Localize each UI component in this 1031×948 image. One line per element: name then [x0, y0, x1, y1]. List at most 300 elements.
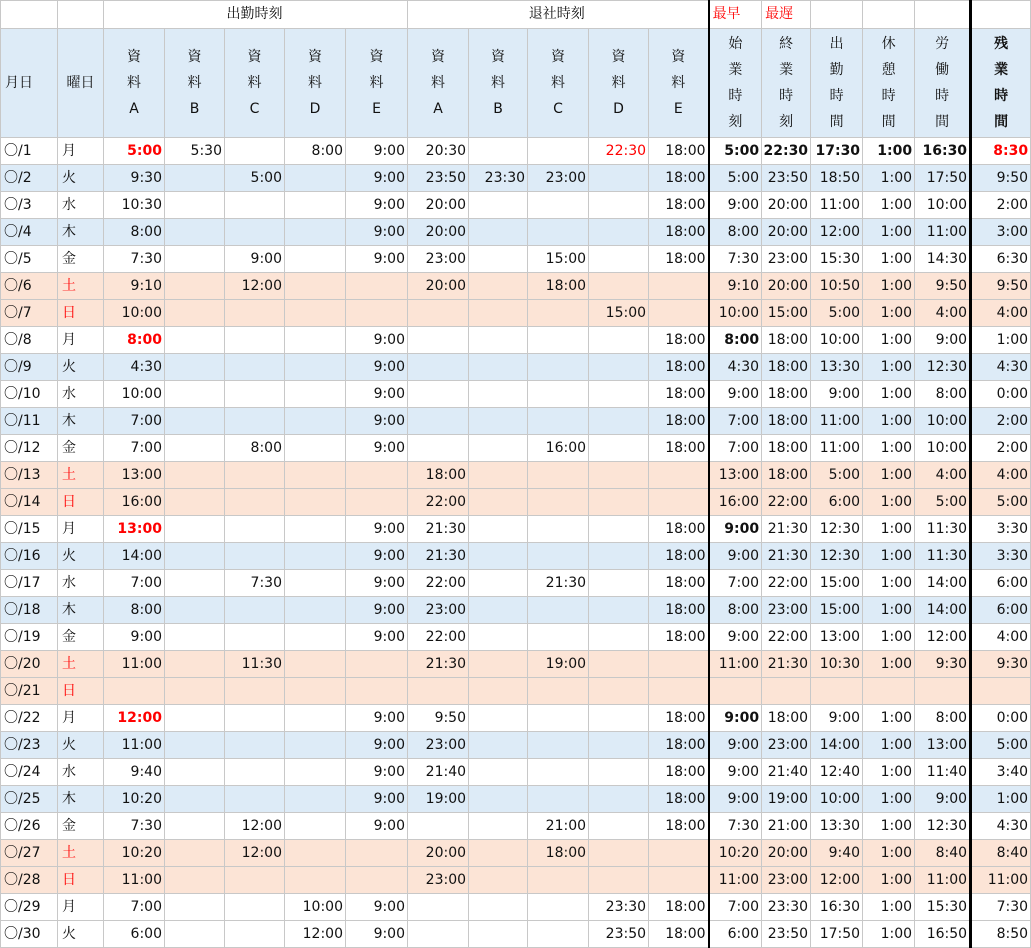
- time-cell[interactable]: 12:30: [811, 516, 863, 543]
- header-col-7[interactable]: [528, 29, 589, 138]
- time-cell[interactable]: [408, 354, 469, 381]
- time-cell[interactable]: [165, 354, 225, 381]
- time-cell[interactable]: [285, 381, 346, 408]
- time-cell[interactable]: 20:30: [408, 138, 469, 165]
- time-cell[interactable]: 12:30: [811, 543, 863, 570]
- time-cell[interactable]: [528, 192, 589, 219]
- time-cell[interactable]: [225, 300, 285, 327]
- time-cell[interactable]: [528, 705, 589, 732]
- time-cell[interactable]: [408, 813, 469, 840]
- time-cell[interactable]: 8:00: [915, 705, 971, 732]
- time-cell[interactable]: [528, 138, 589, 165]
- header-col-1[interactable]: [165, 29, 225, 138]
- time-cell[interactable]: 18:00: [762, 381, 811, 408]
- time-cell[interactable]: 12:00: [915, 624, 971, 651]
- time-cell[interactable]: [225, 543, 285, 570]
- time-cell[interactable]: [408, 300, 469, 327]
- time-cell[interactable]: [285, 192, 346, 219]
- time-cell[interactable]: 9:00: [346, 786, 408, 813]
- header-date[interactable]: 月日: [1, 29, 58, 138]
- time-cell[interactable]: 1:00: [863, 300, 915, 327]
- time-cell[interactable]: [225, 705, 285, 732]
- time-cell[interactable]: 18:00: [649, 327, 709, 354]
- time-cell[interactable]: [589, 273, 649, 300]
- time-cell[interactable]: 16:00: [709, 489, 762, 516]
- time-cell[interactable]: [915, 678, 971, 705]
- time-cell[interactable]: 13:00: [104, 462, 165, 489]
- time-cell[interactable]: 23:00: [408, 867, 469, 894]
- time-cell[interactable]: 12:00: [225, 840, 285, 867]
- time-cell[interactable]: 9:00: [346, 354, 408, 381]
- date-cell[interactable]: 〇/14: [1, 489, 58, 516]
- date-cell[interactable]: 〇/16: [1, 543, 58, 570]
- time-cell[interactable]: 12:40: [811, 759, 863, 786]
- time-cell[interactable]: [165, 597, 225, 624]
- time-cell[interactable]: [225, 354, 285, 381]
- time-cell[interactable]: [285, 759, 346, 786]
- time-cell[interactable]: 9:00: [346, 408, 408, 435]
- time-cell[interactable]: 21:00: [762, 813, 811, 840]
- time-cell[interactable]: 9:00: [709, 381, 762, 408]
- time-cell[interactable]: 9:00: [346, 219, 408, 246]
- time-cell[interactable]: [408, 408, 469, 435]
- weekday-cell[interactable]: 月: [58, 894, 104, 921]
- time-cell[interactable]: 7:30: [709, 246, 762, 273]
- header-col-14[interactable]: [915, 29, 971, 138]
- time-cell[interactable]: [469, 840, 528, 867]
- time-cell[interactable]: [165, 219, 225, 246]
- time-cell[interactable]: 20:00: [408, 840, 469, 867]
- time-cell[interactable]: 1:00: [863, 867, 915, 894]
- time-cell[interactable]: 17:50: [811, 921, 863, 948]
- time-cell[interactable]: 17:50: [915, 165, 971, 192]
- time-cell[interactable]: 18:00: [762, 435, 811, 462]
- time-cell[interactable]: [285, 840, 346, 867]
- time-cell[interactable]: 6:00: [971, 570, 1031, 597]
- time-cell[interactable]: [225, 894, 285, 921]
- time-cell[interactable]: 4:30: [709, 354, 762, 381]
- weekday-cell[interactable]: 火: [58, 543, 104, 570]
- time-cell[interactable]: 18:00: [649, 786, 709, 813]
- time-cell[interactable]: 5:00: [811, 462, 863, 489]
- time-cell[interactable]: 18:50: [811, 165, 863, 192]
- cell[interactable]: [1, 1, 58, 29]
- time-cell[interactable]: [469, 705, 528, 732]
- time-cell[interactable]: [469, 597, 528, 624]
- time-cell[interactable]: 9:40: [104, 759, 165, 786]
- time-cell[interactable]: 11:00: [811, 435, 863, 462]
- time-cell[interactable]: [346, 462, 408, 489]
- time-cell[interactable]: 11:00: [104, 867, 165, 894]
- time-cell[interactable]: 23:50: [589, 921, 649, 948]
- time-cell[interactable]: 12:00: [225, 813, 285, 840]
- label-earliest[interactable]: 最早: [709, 1, 762, 29]
- time-cell[interactable]: 15:30: [811, 246, 863, 273]
- time-cell[interactable]: [971, 678, 1031, 705]
- date-cell[interactable]: 〇/12: [1, 435, 58, 462]
- time-cell[interactable]: 5:00: [971, 489, 1031, 516]
- time-cell[interactable]: 10:00: [104, 300, 165, 327]
- time-cell[interactable]: 6:00: [104, 921, 165, 948]
- time-cell[interactable]: [589, 489, 649, 516]
- weekday-cell[interactable]: 月: [58, 516, 104, 543]
- time-cell[interactable]: 14:00: [915, 570, 971, 597]
- time-cell[interactable]: [589, 165, 649, 192]
- time-cell[interactable]: [165, 516, 225, 543]
- time-cell[interactable]: 15:30: [915, 894, 971, 921]
- time-cell[interactable]: 4:00: [971, 462, 1031, 489]
- time-cell[interactable]: [285, 489, 346, 516]
- time-cell[interactable]: 11:00: [811, 408, 863, 435]
- time-cell[interactable]: [589, 570, 649, 597]
- time-cell[interactable]: 8:00: [709, 327, 762, 354]
- header-col-8[interactable]: [589, 29, 649, 138]
- time-cell[interactable]: [528, 516, 589, 543]
- time-cell[interactable]: 11:30: [225, 651, 285, 678]
- time-cell[interactable]: 2:00: [971, 435, 1031, 462]
- time-cell[interactable]: [469, 381, 528, 408]
- time-cell[interactable]: 23:00: [762, 597, 811, 624]
- time-cell[interactable]: [225, 516, 285, 543]
- time-cell[interactable]: [528, 786, 589, 813]
- date-cell[interactable]: 〇/29: [1, 894, 58, 921]
- time-cell[interactable]: 8:00: [104, 327, 165, 354]
- time-cell[interactable]: 1:00: [863, 138, 915, 165]
- time-cell[interactable]: [589, 786, 649, 813]
- time-cell[interactable]: 9:00: [915, 786, 971, 813]
- time-cell[interactable]: [285, 786, 346, 813]
- time-cell[interactable]: 22:30: [762, 138, 811, 165]
- time-cell[interactable]: 9:00: [709, 732, 762, 759]
- time-cell[interactable]: [469, 327, 528, 354]
- date-cell[interactable]: 〇/22: [1, 705, 58, 732]
- time-cell[interactable]: 21:40: [762, 759, 811, 786]
- time-cell[interactable]: 1:00: [863, 435, 915, 462]
- time-cell[interactable]: 23:50: [762, 921, 811, 948]
- time-cell[interactable]: [649, 489, 709, 516]
- time-cell[interactable]: 9:00: [346, 327, 408, 354]
- time-cell[interactable]: 1:00: [863, 273, 915, 300]
- time-cell[interactable]: 18:00: [649, 165, 709, 192]
- time-cell[interactable]: [528, 867, 589, 894]
- time-cell[interactable]: [469, 867, 528, 894]
- header-col-3[interactable]: [285, 29, 346, 138]
- time-cell[interactable]: 11:00: [709, 867, 762, 894]
- time-cell[interactable]: 9:00: [346, 516, 408, 543]
- weekday-cell[interactable]: 土: [58, 462, 104, 489]
- time-cell[interactable]: [528, 300, 589, 327]
- time-cell[interactable]: 8:00: [709, 597, 762, 624]
- time-cell[interactable]: 11:00: [104, 732, 165, 759]
- time-cell[interactable]: 10:00: [709, 300, 762, 327]
- time-cell[interactable]: 7:30: [104, 246, 165, 273]
- time-cell[interactable]: 11:00: [709, 651, 762, 678]
- time-cell[interactable]: 1:00: [971, 327, 1031, 354]
- date-cell[interactable]: 〇/2: [1, 165, 58, 192]
- time-cell[interactable]: 18:00: [762, 327, 811, 354]
- time-cell[interactable]: 1:00: [863, 219, 915, 246]
- time-cell[interactable]: [469, 516, 528, 543]
- time-cell[interactable]: [165, 408, 225, 435]
- time-cell[interactable]: 7:30: [104, 813, 165, 840]
- weekday-cell[interactable]: 土: [58, 651, 104, 678]
- time-cell[interactable]: 18:00: [762, 705, 811, 732]
- time-cell[interactable]: 1:00: [863, 462, 915, 489]
- time-cell[interactable]: [165, 759, 225, 786]
- time-cell[interactable]: 0:00: [971, 381, 1031, 408]
- header-col-9[interactable]: [649, 29, 709, 138]
- header-col-15[interactable]: [971, 29, 1031, 138]
- time-cell[interactable]: [469, 678, 528, 705]
- time-cell[interactable]: [165, 786, 225, 813]
- header-col-0[interactable]: [104, 29, 165, 138]
- time-cell[interactable]: [346, 840, 408, 867]
- time-cell[interactable]: 21:40: [408, 759, 469, 786]
- time-cell[interactable]: 9:00: [709, 786, 762, 813]
- time-cell[interactable]: [649, 300, 709, 327]
- time-cell[interactable]: 9:00: [346, 597, 408, 624]
- weekday-cell[interactable]: 日: [58, 489, 104, 516]
- time-cell[interactable]: 9:00: [346, 543, 408, 570]
- time-cell[interactable]: [225, 786, 285, 813]
- time-cell[interactable]: [589, 435, 649, 462]
- time-cell[interactable]: [225, 219, 285, 246]
- time-cell[interactable]: [589, 381, 649, 408]
- date-cell[interactable]: 〇/30: [1, 921, 58, 948]
- date-cell[interactable]: 〇/11: [1, 408, 58, 435]
- time-cell[interactable]: 23:30: [469, 165, 528, 192]
- time-cell[interactable]: 4:00: [971, 624, 1031, 651]
- time-cell[interactable]: [165, 192, 225, 219]
- time-cell[interactable]: 20:00: [762, 219, 811, 246]
- time-cell[interactable]: 23:50: [762, 165, 811, 192]
- date-cell[interactable]: 〇/25: [1, 786, 58, 813]
- time-cell[interactable]: 9:00: [346, 759, 408, 786]
- time-cell[interactable]: [469, 921, 528, 948]
- weekday-cell[interactable]: 木: [58, 786, 104, 813]
- time-cell[interactable]: [285, 219, 346, 246]
- time-cell[interactable]: 18:00: [649, 894, 709, 921]
- time-cell[interactable]: 22:00: [408, 489, 469, 516]
- time-cell[interactable]: 8:00: [709, 219, 762, 246]
- time-cell[interactable]: [528, 408, 589, 435]
- header-col-6[interactable]: [469, 29, 528, 138]
- time-cell[interactable]: [408, 921, 469, 948]
- cell[interactable]: [863, 1, 915, 29]
- time-cell[interactable]: [285, 705, 346, 732]
- time-cell[interactable]: [469, 246, 528, 273]
- time-cell[interactable]: 18:00: [649, 597, 709, 624]
- time-cell[interactable]: 21:00: [528, 813, 589, 840]
- time-cell[interactable]: 10:50: [811, 273, 863, 300]
- time-cell[interactable]: 7:00: [709, 435, 762, 462]
- time-cell[interactable]: 12:00: [811, 219, 863, 246]
- weekday-cell[interactable]: 木: [58, 597, 104, 624]
- time-cell[interactable]: [225, 408, 285, 435]
- time-cell[interactable]: 20:00: [762, 192, 811, 219]
- weekday-cell[interactable]: 水: [58, 192, 104, 219]
- date-cell[interactable]: 〇/1: [1, 138, 58, 165]
- time-cell[interactable]: [589, 192, 649, 219]
- time-cell[interactable]: [285, 597, 346, 624]
- time-cell[interactable]: 20:00: [762, 840, 811, 867]
- time-cell[interactable]: 12:00: [104, 705, 165, 732]
- weekday-cell[interactable]: 火: [58, 165, 104, 192]
- time-cell[interactable]: 10:00: [104, 381, 165, 408]
- time-cell[interactable]: [589, 705, 649, 732]
- weekday-cell[interactable]: 日: [58, 678, 104, 705]
- time-cell[interactable]: 14:00: [915, 597, 971, 624]
- time-cell[interactable]: 7:00: [104, 570, 165, 597]
- time-cell[interactable]: 23:30: [762, 894, 811, 921]
- time-cell[interactable]: [225, 678, 285, 705]
- weekday-cell[interactable]: 土: [58, 273, 104, 300]
- time-cell[interactable]: 15:00: [528, 246, 589, 273]
- time-cell[interactable]: 5:00: [709, 165, 762, 192]
- time-cell[interactable]: 23:00: [408, 246, 469, 273]
- time-cell[interactable]: [285, 435, 346, 462]
- time-cell[interactable]: 4:30: [104, 354, 165, 381]
- time-cell[interactable]: [528, 894, 589, 921]
- weekday-cell[interactable]: 金: [58, 435, 104, 462]
- weekday-cell[interactable]: 水: [58, 381, 104, 408]
- cell[interactable]: [915, 1, 971, 29]
- time-cell[interactable]: 19:00: [762, 786, 811, 813]
- time-cell[interactable]: 13:30: [811, 354, 863, 381]
- time-cell[interactable]: [285, 624, 346, 651]
- time-cell[interactable]: 21:30: [408, 516, 469, 543]
- time-cell[interactable]: 1:00: [863, 327, 915, 354]
- time-cell[interactable]: [469, 489, 528, 516]
- time-cell[interactable]: 4:30: [971, 354, 1031, 381]
- time-cell[interactable]: 9:00: [225, 246, 285, 273]
- weekday-cell[interactable]: 月: [58, 327, 104, 354]
- time-cell[interactable]: [589, 246, 649, 273]
- header-col-10[interactable]: [709, 29, 762, 138]
- time-cell[interactable]: 9:00: [915, 327, 971, 354]
- time-cell[interactable]: [528, 921, 589, 948]
- time-cell[interactable]: [469, 732, 528, 759]
- time-cell[interactable]: 9:00: [346, 732, 408, 759]
- time-cell[interactable]: [589, 813, 649, 840]
- time-cell[interactable]: 9:00: [346, 138, 408, 165]
- time-cell[interactable]: [469, 786, 528, 813]
- time-cell[interactable]: 9:00: [346, 165, 408, 192]
- time-cell[interactable]: 11:30: [915, 543, 971, 570]
- time-cell[interactable]: 18:00: [649, 921, 709, 948]
- time-cell[interactable]: 1:00: [971, 786, 1031, 813]
- date-cell[interactable]: 〇/17: [1, 570, 58, 597]
- time-cell[interactable]: 9:00: [709, 705, 762, 732]
- time-cell[interactable]: 0:00: [971, 705, 1031, 732]
- time-cell[interactable]: 8:00: [915, 381, 971, 408]
- time-cell[interactable]: 9:00: [346, 813, 408, 840]
- time-cell[interactable]: 6:00: [811, 489, 863, 516]
- time-cell[interactable]: 12:00: [285, 921, 346, 948]
- time-cell[interactable]: 12:00: [811, 867, 863, 894]
- time-cell[interactable]: [408, 435, 469, 462]
- time-cell[interactable]: 11:00: [915, 867, 971, 894]
- time-cell[interactable]: [589, 867, 649, 894]
- time-cell[interactable]: 22:00: [762, 489, 811, 516]
- time-cell[interactable]: 23:00: [528, 165, 589, 192]
- time-cell[interactable]: 9:10: [709, 273, 762, 300]
- time-cell[interactable]: 18:00: [649, 624, 709, 651]
- time-cell[interactable]: [469, 759, 528, 786]
- time-cell[interactable]: [165, 570, 225, 597]
- time-cell[interactable]: [408, 381, 469, 408]
- time-cell[interactable]: 3:00: [971, 219, 1031, 246]
- time-cell[interactable]: 23:00: [762, 732, 811, 759]
- header-col-4[interactable]: [346, 29, 408, 138]
- time-cell[interactable]: 17:30: [811, 138, 863, 165]
- time-cell[interactable]: [589, 462, 649, 489]
- time-cell[interactable]: 9:00: [346, 570, 408, 597]
- time-cell[interactable]: 1:00: [863, 624, 915, 651]
- time-cell[interactable]: 9:10: [104, 273, 165, 300]
- time-cell[interactable]: [285, 354, 346, 381]
- time-cell[interactable]: [285, 246, 346, 273]
- date-cell[interactable]: 〇/20: [1, 651, 58, 678]
- time-cell[interactable]: 5:30: [165, 138, 225, 165]
- time-cell[interactable]: [649, 462, 709, 489]
- time-cell[interactable]: [469, 138, 528, 165]
- time-cell[interactable]: 15:00: [589, 300, 649, 327]
- time-cell[interactable]: [225, 759, 285, 786]
- time-cell[interactable]: 5:00: [915, 489, 971, 516]
- time-cell[interactable]: [589, 678, 649, 705]
- time-cell[interactable]: 10:20: [104, 786, 165, 813]
- header-weekday[interactable]: 曜日: [58, 29, 104, 138]
- time-cell[interactable]: [811, 678, 863, 705]
- time-cell[interactable]: [589, 624, 649, 651]
- time-cell[interactable]: [165, 867, 225, 894]
- time-cell[interactable]: 9:00: [346, 435, 408, 462]
- time-cell[interactable]: 1:00: [863, 732, 915, 759]
- time-cell[interactable]: 12:30: [915, 813, 971, 840]
- time-cell[interactable]: 18:00: [649, 732, 709, 759]
- time-cell[interactable]: 4:30: [971, 813, 1031, 840]
- time-cell[interactable]: [285, 543, 346, 570]
- time-cell[interactable]: 5:00: [225, 165, 285, 192]
- cell[interactable]: [58, 1, 104, 29]
- time-cell[interactable]: 21:30: [408, 651, 469, 678]
- weekday-cell[interactable]: 木: [58, 408, 104, 435]
- time-cell[interactable]: 1:00: [863, 516, 915, 543]
- time-cell[interactable]: 21:30: [528, 570, 589, 597]
- date-cell[interactable]: 〇/4: [1, 219, 58, 246]
- time-cell[interactable]: [165, 435, 225, 462]
- time-cell[interactable]: 10:00: [915, 192, 971, 219]
- time-cell[interactable]: [528, 597, 589, 624]
- time-cell[interactable]: [285, 408, 346, 435]
- time-cell[interactable]: 1:00: [863, 543, 915, 570]
- time-cell[interactable]: 18:00: [649, 435, 709, 462]
- date-cell[interactable]: 〇/5: [1, 246, 58, 273]
- time-cell[interactable]: 19:00: [528, 651, 589, 678]
- time-cell[interactable]: 13:00: [104, 516, 165, 543]
- time-cell[interactable]: 10:00: [811, 327, 863, 354]
- time-cell[interactable]: 20:00: [762, 273, 811, 300]
- time-cell[interactable]: 14:30: [915, 246, 971, 273]
- time-cell[interactable]: 6:00: [971, 597, 1031, 624]
- time-cell[interactable]: 5:00: [104, 138, 165, 165]
- time-cell[interactable]: 7:30: [971, 894, 1031, 921]
- weekday-cell[interactable]: 土: [58, 840, 104, 867]
- date-cell[interactable]: 〇/24: [1, 759, 58, 786]
- cell[interactable]: [971, 1, 1031, 29]
- time-cell[interactable]: 13:00: [811, 624, 863, 651]
